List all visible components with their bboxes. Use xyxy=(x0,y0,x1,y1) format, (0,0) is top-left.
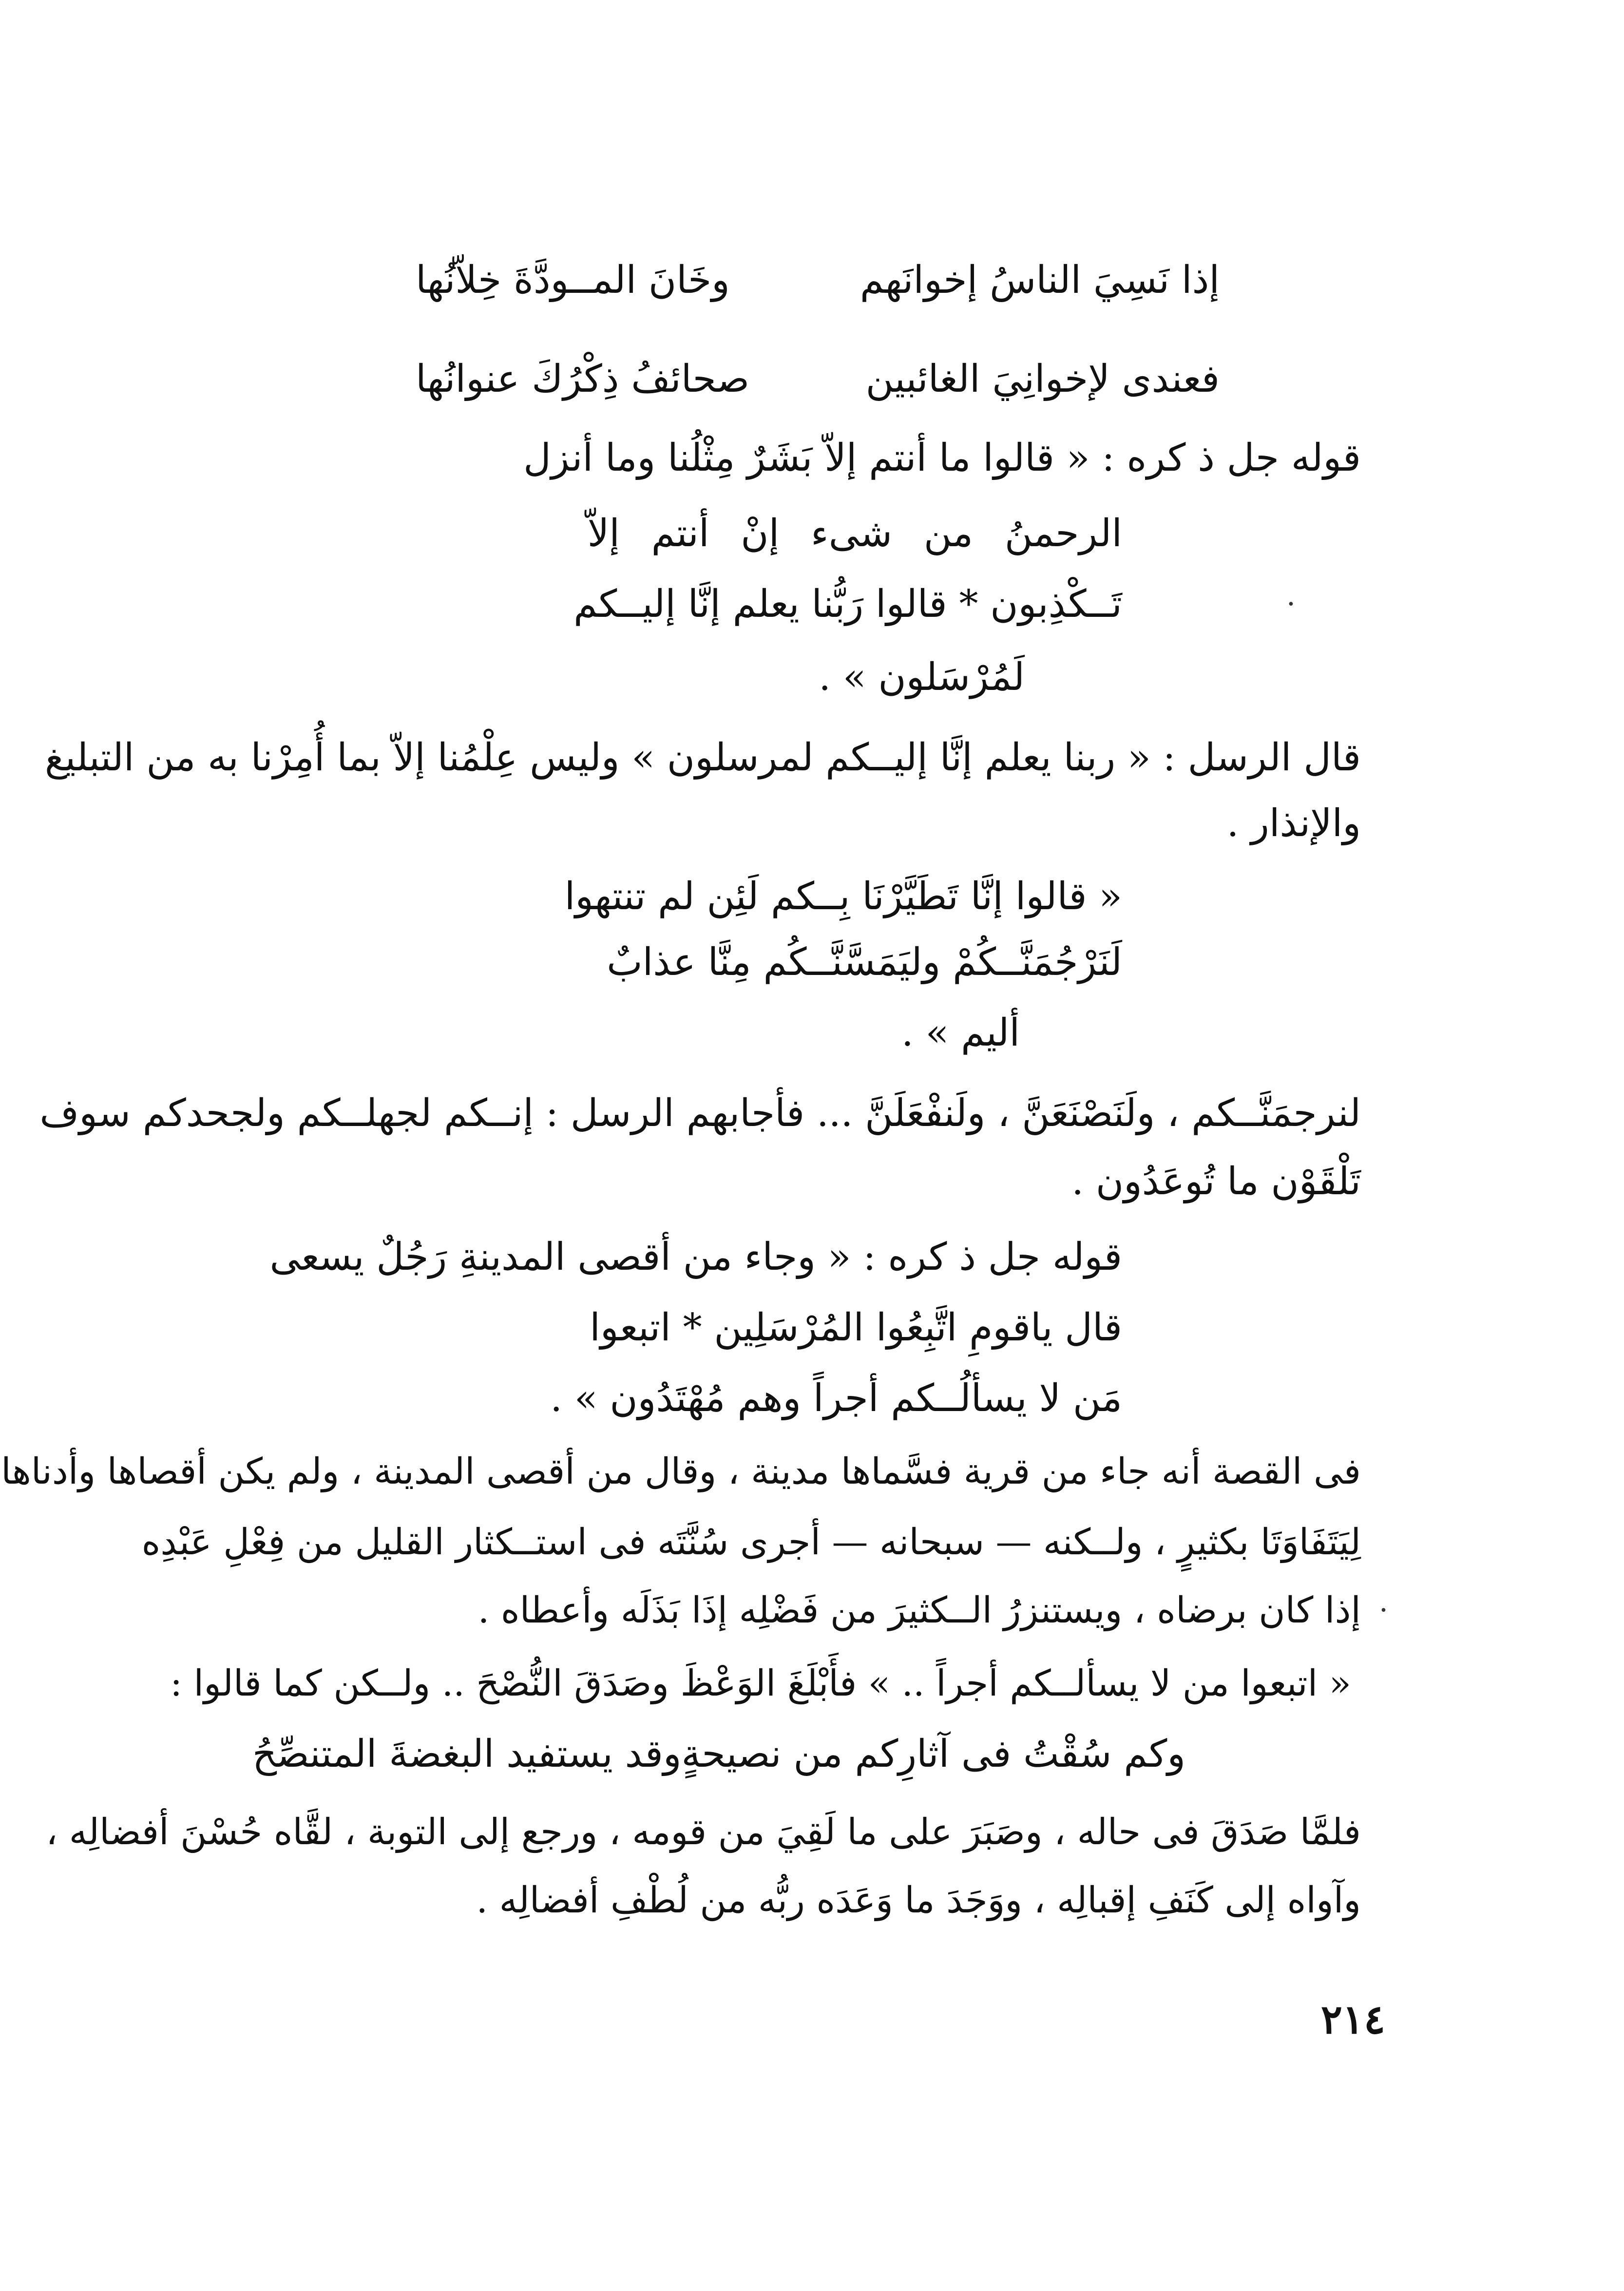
hemistich-second: صحائفُ ذِكْرُكَ عنوانُها xyxy=(416,357,750,401)
quote-line: الرحمنُ من شىء إنْ أنتم إلاّ xyxy=(587,512,1122,555)
hemistich-first: إذا نَسِيَ الناسُ إخوانَهم xyxy=(860,258,1220,302)
poem-verse-2 xyxy=(416,350,1220,408)
margin-mark: · xyxy=(1379,1593,1389,1627)
quote-line: لَنَرْجُمَنَّــكُمْ وليَمَسَّنَّــكُم مِنَّا عذابٌ xyxy=(607,940,1122,984)
paragraph-line: « اتبعوا من لا يسألــكم أجراً .. » فأَبْلَغَ الوَعْظَ وصَدَقَ النُّصْحَ .. ولــكن كما قالوا : xyxy=(170,1662,1351,1704)
paragraph-line: والإنذار . xyxy=(1226,802,1361,845)
poem-verse-3 xyxy=(252,1725,1185,1783)
quote-line: تَــكْذِبون * قالوا رَبُّنا يعلم إنَّا إليــكم xyxy=(573,582,1122,626)
quote-line: لَمُرْسَلون » . xyxy=(819,655,1025,699)
paragraph-line: فى القصة أنه جاء من قرية فسَّماها مدينة ، وقال من أقصى المدينة ، ولم يكن أقصاها وأدناها xyxy=(1,1451,1361,1492)
paragraph-line: إذا كان برضاه ، ويستنزرُ الــكثيرَ من فَضْلِه إذَا بَذَلَه وأعطاه . xyxy=(478,1589,1361,1631)
quote-line: قوله جل ذ كره : « وجاء من أقصى المدينةِ رَجُلٌ يسعى xyxy=(269,1235,1122,1279)
page-number: ٢١٤ xyxy=(1320,1996,1385,2043)
quote-line: « قالوا إنَّا تَطَيَّرْنَا بِــكم لَئِن لم تنتهوا xyxy=(564,875,1122,918)
hemistich-second: وخَانَ المــودَّةَ خِلاّنُها xyxy=(416,258,730,302)
quote-line: مَن لا يسألُــكم أجراً وهم مُهْتَدُون » . xyxy=(550,1376,1122,1420)
paragraph-line: قال الرسل : « ربنا يعلم إنَّا إليــكم لمرسلون » وليس عِلْمُنا إلاّ بما أُمِرْنا به من التبليغ xyxy=(45,736,1361,780)
quote-line: قال ياقومِ اتَّبِعُوا المُرْسَلِين * اتبعوا xyxy=(590,1306,1122,1350)
poem-verse-1 xyxy=(416,251,1220,309)
hemistich-second: وقد يستفيد البغضةَ المتنصِّحُ xyxy=(252,1732,682,1776)
paragraph-line: لِيَتَفَاوَتَا بكثيرٍ ، ولــكنه — سبحانه — أجرى سُنَّتَه فى استــكثار القليل من فِعْلِ عَبْدِه xyxy=(141,1521,1361,1563)
hemistich-first: وكم سُقْتُ فى آثارِكم من نصيحةٍ xyxy=(681,1732,1185,1776)
hemistich-first: فعندى لإخوانِيَ الغائبين xyxy=(865,357,1220,401)
margin-mark: · xyxy=(1286,587,1296,621)
paragraph-line: تَلْقَوْن ما تُوعَدُون . xyxy=(1071,1160,1361,1203)
quote-line: أليم » . xyxy=(901,1011,1020,1055)
paragraph-line: لنرجمَنَّــكم ، ولَنَصْنَعَنَّ ، ولَنفْعَلَنَّ ... فأجابهم الرسل : إنــكم لجهلــكم ولجحدكم سوف xyxy=(39,1091,1361,1135)
paragraph-line: وآواه إلى كَنَفِ إقبالِه ، ووَجَدَ ما وَعَدَه ربُّه من لُطْفِ أفضالِه . xyxy=(476,1879,1361,1921)
paragraph-line: فلمَّا صَدَقَ فى حاله ، وصَبَرَ على ما لَقِيَ من قومه ، ورجع إلى التوبة ، لقَّاه حُسْنَ أفضالِه ، xyxy=(46,1811,1361,1853)
quote-line: قوله جل ذ كره : « قالوا ما أنتم إلاّ بَشَرٌ مِثْلُنا وما أنزل xyxy=(523,436,1361,480)
